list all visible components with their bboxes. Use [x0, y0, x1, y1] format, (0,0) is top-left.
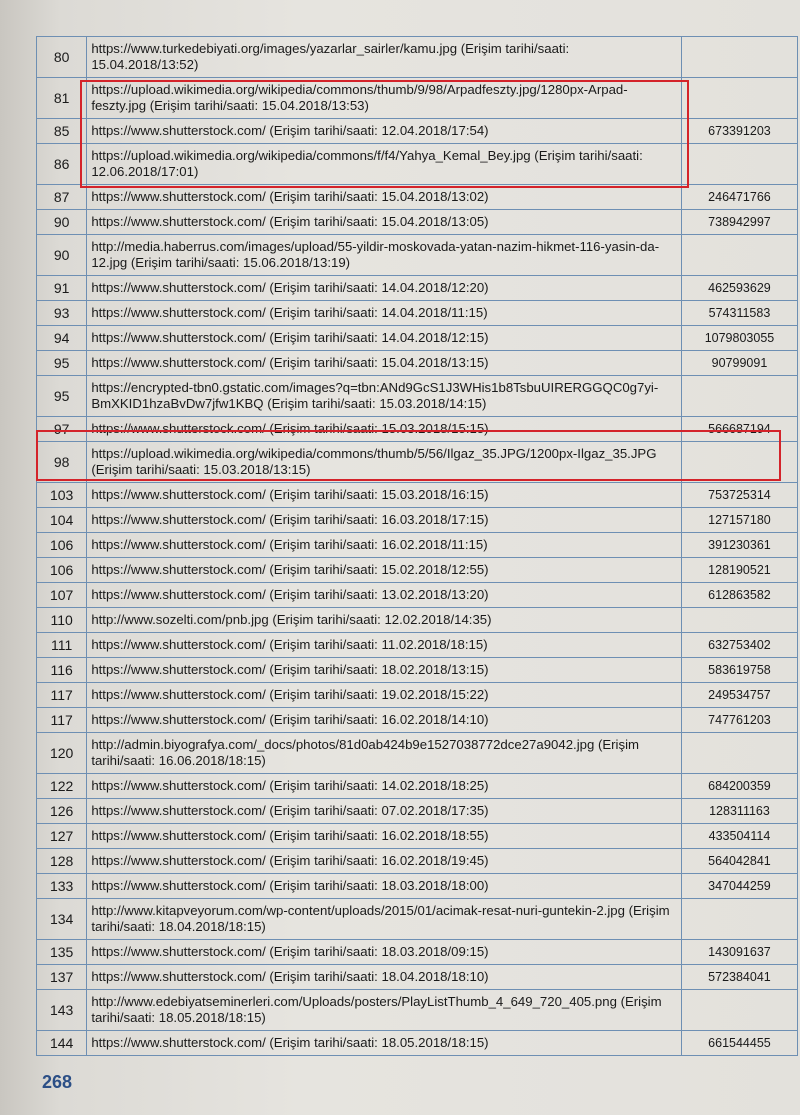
source-url: https://www.shutterstock.com/ (Erişim tarihi/saati: 14.04.2018/12:20) [87, 276, 682, 301]
table-row [37, 533, 798, 558]
image-code: 574311583 [681, 301, 797, 326]
row-number: 143 [37, 990, 87, 1031]
source-url: https://www.shutterstock.com/ (Erişim tarihi/saati: 15.04.2018/13:05) [87, 210, 682, 235]
image-code: 684200359 [681, 774, 797, 799]
row-number: 110 [37, 608, 87, 633]
table-row [37, 849, 798, 874]
image-code: 143091637 [681, 940, 797, 965]
source-url: https://upload.wikimedia.org/wikipedia/commons/thumb/5/56/Ilgaz_35.JPG/1200px-Ilgaz_35.JPG (Erişim tarihi/saati: 15.03.2018/13:15) [87, 442, 682, 483]
source-url: https://www.shutterstock.com/ (Erişim tarihi/saati: 11.02.2018/18:15) [87, 633, 682, 658]
source-url: http://admin.biyografya.com/_docs/photos/81d0ab424b9e1527038772dce27a9042.jpg (Erişim tarihi/saati: 16.06.2018/18:15) [87, 733, 682, 774]
source-url: https://encrypted-tbn0.gstatic.com/images?q=tbn:ANd9GcS1J3WHis1b8TsbuUIRERGGQC0g7yi-BmXKID1hzaBvDw7jfw1KBQ (Erişim tarihi/saati: 15.03.2018/14:15) [87, 376, 682, 417]
row-number: 126 [37, 799, 87, 824]
source-url: https://www.shutterstock.com/ (Erişim tarihi/saati: 19.02.2018/15:22) [87, 683, 682, 708]
image-code: 90799091 [681, 351, 797, 376]
source-url: https://www.shutterstock.com/ (Erişim tarihi/saati: 14.04.2018/11:15) [87, 301, 682, 326]
row-number: 120 [37, 733, 87, 774]
image-code: 1079803055 [681, 326, 797, 351]
table-row [37, 301, 798, 326]
table-row [37, 508, 798, 533]
image-code: 747761203 [681, 708, 797, 733]
image-code: 246471766 [681, 185, 797, 210]
image-code: 632753402 [681, 633, 797, 658]
table-row [37, 658, 798, 683]
row-number: 127 [37, 824, 87, 849]
image-code: 566687194 [681, 417, 797, 442]
row-number: 106 [37, 533, 87, 558]
table-row [37, 1031, 798, 1056]
image-code: 462593629 [681, 276, 797, 301]
highlight-box [80, 80, 689, 188]
source-url: https://www.shutterstock.com/ (Erişim tarihi/saati: 14.04.2018/12:15) [87, 326, 682, 351]
image-code [681, 376, 797, 417]
row-number: 104 [37, 508, 87, 533]
table-row [37, 326, 798, 351]
page-number: 268 [42, 1072, 73, 1092]
row-number: 111 [37, 633, 87, 658]
image-code: 128311163 [681, 799, 797, 824]
source-url: http://www.kitapveyorum.com/wp-content/uploads/2015/01/acimak-resat-nuri-guntekin-2.jpg (Erişim tarihi/saati: 18.04.2018/18:15) [87, 899, 682, 940]
table-row [37, 965, 798, 990]
source-url: https://www.shutterstock.com/ (Erişim tarihi/saati: 16.02.2018/11:15) [87, 533, 682, 558]
row-number: 98 [37, 442, 87, 483]
table-row [37, 235, 798, 276]
row-number: 122 [37, 774, 87, 799]
table-row [37, 799, 798, 824]
table-row [37, 376, 798, 417]
source-url: https://upload.wikimedia.org/wikipedia/commons/thumb/9/98/Arpadfeszty.jpg/1280px-Arpad-feszty.jpg (Erişim tarihi/saati: 15.04.2018/13:53) [87, 78, 682, 119]
row-number: 85 [37, 119, 87, 144]
source-url: http://www.sozelti.com/pnb.jpg (Erişim tarihi/saati: 12.02.2018/14:35) [87, 608, 682, 633]
source-url: https://www.shutterstock.com/ (Erişim tarihi/saati: 16.02.2018/19:45) [87, 849, 682, 874]
table-row [37, 774, 798, 799]
source-url: https://www.shutterstock.com/ (Erişim tarihi/saati: 18.03.2018/18:00) [87, 874, 682, 899]
image-code: 249534757 [681, 683, 797, 708]
image-code [681, 37, 797, 78]
source-url: http://media.haberrus.com/images/upload/55-yildir-moskovada-yatan-nazim-hikmet-116-yasin-da-12.jpg (Erişim tarihi/saati: 15.06.2018/13:19) [87, 235, 682, 276]
table-row [37, 683, 798, 708]
source-url: https://www.shutterstock.com/ (Erişim tarihi/saati: 15.04.2018/13:02) [87, 185, 682, 210]
row-number: 134 [37, 899, 87, 940]
image-code [681, 990, 797, 1031]
image-code [681, 78, 797, 119]
table-row [37, 583, 798, 608]
source-url: https://www.shutterstock.com/ (Erişim tarihi/saati: 13.02.2018/13:20) [87, 583, 682, 608]
row-number: 86 [37, 144, 87, 185]
row-number: 135 [37, 940, 87, 965]
source-url: https://www.shutterstock.com/ (Erişim tarihi/saati: 18.02.2018/13:15) [87, 658, 682, 683]
table-row [37, 185, 798, 210]
image-code [681, 235, 797, 276]
table-row [37, 558, 798, 583]
image-code: 127157180 [681, 508, 797, 533]
image-code: 661544455 [681, 1031, 797, 1056]
image-code: 572384041 [681, 965, 797, 990]
table-row [37, 708, 798, 733]
row-number: 137 [37, 965, 87, 990]
table-row [37, 824, 798, 849]
row-number: 95 [37, 376, 87, 417]
row-number: 103 [37, 483, 87, 508]
source-url: https://www.shutterstock.com/ (Erişim tarihi/saati: 15.03.2018/16:15) [87, 483, 682, 508]
table-row [37, 940, 798, 965]
image-code: 612863582 [681, 583, 797, 608]
row-number: 133 [37, 874, 87, 899]
source-url: https://upload.wikimedia.org/wikipedia/commons/f/f4/Yahya_Kemal_Bey.jpg (Erişim tarihi/saati: 12.06.2018/17:01) [87, 144, 682, 185]
source-url: https://www.shutterstock.com/ (Erişim tarihi/saati: 18.03.2018/09:15) [87, 940, 682, 965]
source-url: https://www.shutterstock.com/ (Erişim tarihi/saati: 18.04.2018/18:10) [87, 965, 682, 990]
row-number: 90 [37, 210, 87, 235]
row-number: 117 [37, 708, 87, 733]
image-code: 738942997 [681, 210, 797, 235]
source-url: https://www.shutterstock.com/ (Erişim tarihi/saati: 15.04.2018/13:15) [87, 351, 682, 376]
image-code: 433504114 [681, 824, 797, 849]
table-row [37, 899, 798, 940]
source-url: https://www.shutterstock.com/ (Erişim tarihi/saati: 16.03.2018/17:15) [87, 508, 682, 533]
image-code: 583619758 [681, 658, 797, 683]
row-number: 144 [37, 1031, 87, 1056]
table-row [37, 874, 798, 899]
image-code [681, 733, 797, 774]
image-code: 128190521 [681, 558, 797, 583]
row-number: 106 [37, 558, 87, 583]
image-code: 391230361 [681, 533, 797, 558]
source-url: https://www.shutterstock.com/ (Erişim tarihi/saati: 15.03.2018/15:15) [87, 417, 682, 442]
image-code [681, 608, 797, 633]
image-code [681, 144, 797, 185]
row-number: 80 [37, 37, 87, 78]
source-url: https://www.shutterstock.com/ (Erişim tarihi/saati: 14.02.2018/18:25) [87, 774, 682, 799]
image-reference-table [36, 36, 798, 1056]
source-url: https://www.shutterstock.com/ (Erişim tarihi/saati: 16.02.2018/14:10) [87, 708, 682, 733]
row-number: 107 [37, 583, 87, 608]
source-url: https://www.shutterstock.com/ (Erişim tarihi/saati: 15.02.2018/12:55) [87, 558, 682, 583]
source-url: http://www.edebiyatseminerleri.com/Uploads/posters/PlayListThumb_4_649_720_405.png (Erişim tarihi/saati: 18.05.2018/18:15) [87, 990, 682, 1031]
row-number: 91 [37, 276, 87, 301]
table-row [37, 608, 798, 633]
row-number: 116 [37, 658, 87, 683]
source-url: https://www.shutterstock.com/ (Erişim tarihi/saati: 18.05.2018/18:15) [87, 1031, 682, 1056]
image-code [681, 899, 797, 940]
image-code: 347044259 [681, 874, 797, 899]
row-number: 97 [37, 417, 87, 442]
image-code: 673391203 [681, 119, 797, 144]
source-url: https://www.turkedebiyati.org/images/yazarlar_sairler/kamu.jpg (Erişim tarihi/saati: 15.04.2018/13:52) [87, 37, 682, 78]
table-row [37, 633, 798, 658]
row-number: 117 [37, 683, 87, 708]
image-code: 753725314 [681, 483, 797, 508]
row-number: 90 [37, 235, 87, 276]
table-row [37, 351, 798, 376]
row-number: 128 [37, 849, 87, 874]
table-row [37, 210, 798, 235]
image-code: 564042841 [681, 849, 797, 874]
source-url: https://www.shutterstock.com/ (Erişim tarihi/saati: 12.04.2018/17:54) [87, 119, 682, 144]
source-url: https://www.shutterstock.com/ (Erişim tarihi/saati: 16.02.2018/18:55) [87, 824, 682, 849]
table-row [37, 483, 798, 508]
table-row [37, 37, 798, 78]
table-row [37, 733, 798, 774]
highlight-box [36, 430, 781, 481]
row-number: 81 [37, 78, 87, 119]
source-url: https://www.shutterstock.com/ (Erişim tarihi/saati: 07.02.2018/17:35) [87, 799, 682, 824]
table-row [37, 990, 798, 1031]
row-number: 95 [37, 351, 87, 376]
table-row [37, 276, 798, 301]
row-number: 93 [37, 301, 87, 326]
row-number: 87 [37, 185, 87, 210]
row-number: 94 [37, 326, 87, 351]
